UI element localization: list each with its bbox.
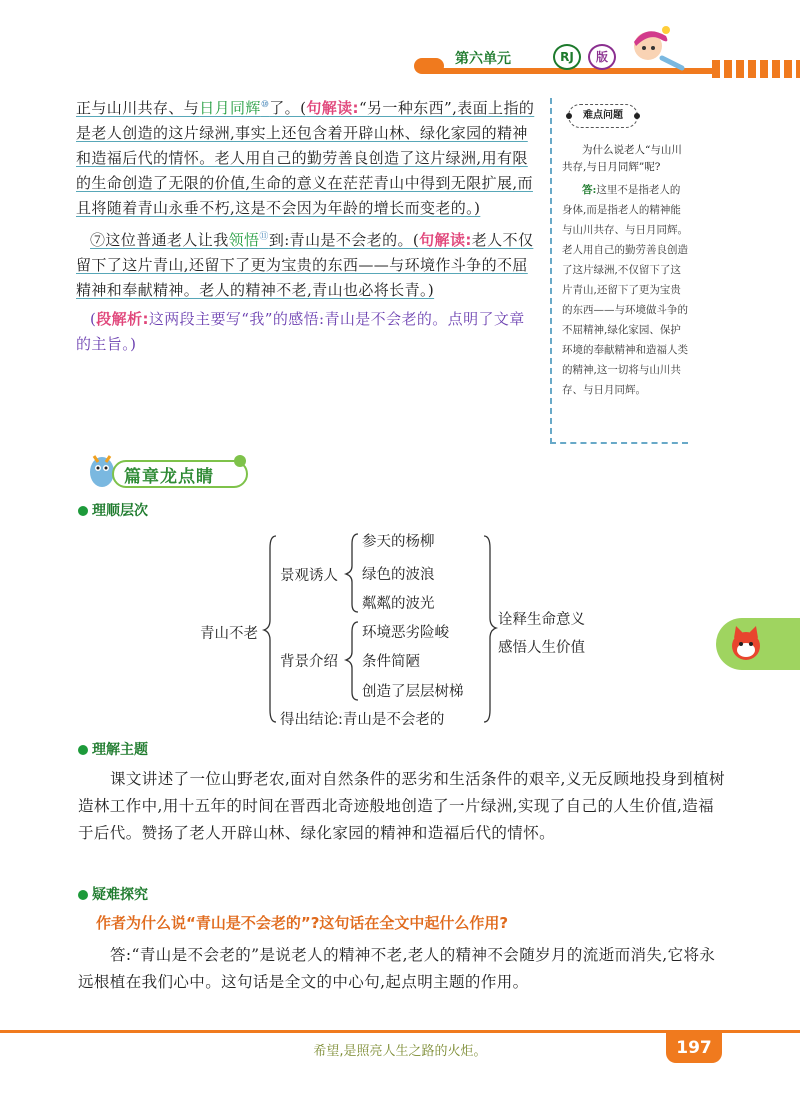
paragraph-analysis-label: 段解析: bbox=[96, 310, 149, 328]
bullet-dot bbox=[78, 506, 88, 516]
diagram-branch-1: 景观诱人 bbox=[280, 568, 338, 584]
answer-label: 答: bbox=[582, 184, 597, 196]
difficult-question-sidebar bbox=[550, 98, 688, 444]
sentence-analysis-text: “另一种东西”,表面上指的是老人创造的这片绿洲,事实上还包含着开辟山林、绿化家园的精神和造福后代的情怀。老人用自己的勤劳善良创造了这片绿洲,用有限的生命创造了无限的价值,生命的意义在茫茫青山中得到无限扩展,而且将随着青山永垂不朽,这是不会因为年龄的增长而变老的。) bbox=[76, 99, 535, 217]
subheading-text: 理解主题 bbox=[92, 742, 148, 758]
text-span: 正与山川共存、与 bbox=[76, 99, 200, 117]
footnote-marker: ⑩ bbox=[260, 100, 270, 110]
footnote-marker: ⑪ bbox=[259, 232, 269, 242]
diagram-leaf: 创造了层层树梯 bbox=[362, 684, 464, 700]
sidebar-title: 难点问题 bbox=[568, 104, 638, 128]
explore-question: 作者为什么说“青山是不会老的”?这句话在全文中起什么作用? bbox=[96, 914, 509, 932]
diagram-leaf: 条件简陋 bbox=[362, 654, 420, 670]
structure-diagram bbox=[180, 528, 620, 738]
side-tab bbox=[716, 618, 800, 670]
subheading-text: 理顺层次 bbox=[92, 503, 148, 519]
fox-mascot-icon bbox=[726, 624, 766, 664]
page-number: 197 bbox=[666, 1033, 722, 1063]
diagram-root: 青山不老 bbox=[200, 626, 258, 642]
diagram-result-2: 感悟人生价值 bbox=[498, 640, 585, 656]
subheading-explore bbox=[78, 884, 148, 904]
sentence-analysis-label: 句解读: bbox=[306, 99, 359, 117]
diagram-result-1: 诠释生命意义 bbox=[498, 612, 585, 628]
sidebar-question: 为什么说老人“与山川共存,与日月同辉”呢? bbox=[562, 144, 682, 173]
edition-badge-rj: RJ bbox=[553, 44, 581, 70]
text-span: ⑦这位普通老人让我 bbox=[90, 231, 229, 249]
diagram-branch-3: 得出结论:青山是不会老的 bbox=[280, 712, 445, 728]
bullet-dot bbox=[78, 890, 88, 900]
diagram-leaf: 环境恶劣险峻 bbox=[362, 625, 449, 641]
header-checker-decoration bbox=[712, 60, 800, 78]
answer-text: 这里不是指老人的身体,而是指老人的精神能与山川共存、与日月同辉。老人用自己的勤劳善良创造了这片绿洲,不仅留下了这片青山,还留下了更为宝贵的东西——与环境做斗争的不屈精神,绿化家园、保护环境的奉献精神和造福人类的精神,这一切将与山川共存、与日月同辉。 bbox=[562, 184, 688, 396]
banner-dot bbox=[234, 455, 246, 467]
paragraph-annotation-2 bbox=[76, 225, 540, 303]
explore-answer: 答:“青山是不会老的”是说老人的精神不老,老人的精神不会随岁月的流逝而消失,它将永远根植在我们心中。这句话是全文的中心句,起点明主题的作用。 bbox=[78, 946, 716, 991]
edition-badge-ban: 版 bbox=[588, 44, 616, 70]
section-title: 篇章龙点睛 bbox=[124, 467, 214, 487]
footer-motto: 希望,是照亮人生之路的火炬。 bbox=[313, 1044, 487, 1059]
paragraph-analysis bbox=[76, 307, 540, 357]
sentence-analysis-text: 老人不仅留下了这片青山,还留下了更为宝贵的东西——与环境作斗争的不屈精神和奉献精神。老人的精神不老,青山也必将长青。) bbox=[76, 231, 534, 299]
diagram-leaf: 粼粼的波光 bbox=[362, 596, 435, 612]
theme-paragraph: 课文讲述了一位山野老农,面对自然条件的恶劣和生活条件的艰辛,义无反顾地投身到植树造林工作中,用十五年的时间在晋西北奇迹般地创造了一片绿洲,实现了自己的人生价值,造福于后代。赞扬了老人开辟山林、绿化家园的精神和造福后代的情怀。 bbox=[78, 770, 725, 842]
unit-title: 第六单元 bbox=[455, 51, 511, 67]
vocab-highlight: 领悟 bbox=[228, 231, 260, 249]
text-span: ( bbox=[90, 310, 97, 328]
text-span: 到:青山是不会老的。( bbox=[268, 231, 420, 249]
diagram-branch-2: 背景介绍 bbox=[280, 654, 338, 670]
subheading-text: 疑难探究 bbox=[92, 887, 148, 903]
subheading-theme bbox=[78, 739, 148, 759]
cartoon-girl-icon bbox=[626, 24, 686, 74]
vocab-highlight: 日月同辉 bbox=[199, 99, 261, 117]
paragraph-annotation-1 bbox=[76, 93, 540, 221]
text-span: 了。( bbox=[269, 99, 307, 117]
subheading-structure bbox=[78, 500, 148, 520]
main-text-column bbox=[76, 93, 540, 361]
diagram-leaf: 参天的杨柳 bbox=[362, 534, 435, 550]
sentence-analysis-label: 句解读: bbox=[419, 231, 472, 249]
paragraph-analysis-text: 这两段主要写“我”的感悟:青山是不会老的。点明了文章的主旨。) bbox=[76, 310, 525, 353]
diagram-leaf: 绿色的波浪 bbox=[362, 567, 435, 583]
bullet-dot bbox=[78, 745, 88, 755]
sidebar-answer bbox=[562, 180, 688, 400]
section-banner bbox=[84, 452, 256, 492]
